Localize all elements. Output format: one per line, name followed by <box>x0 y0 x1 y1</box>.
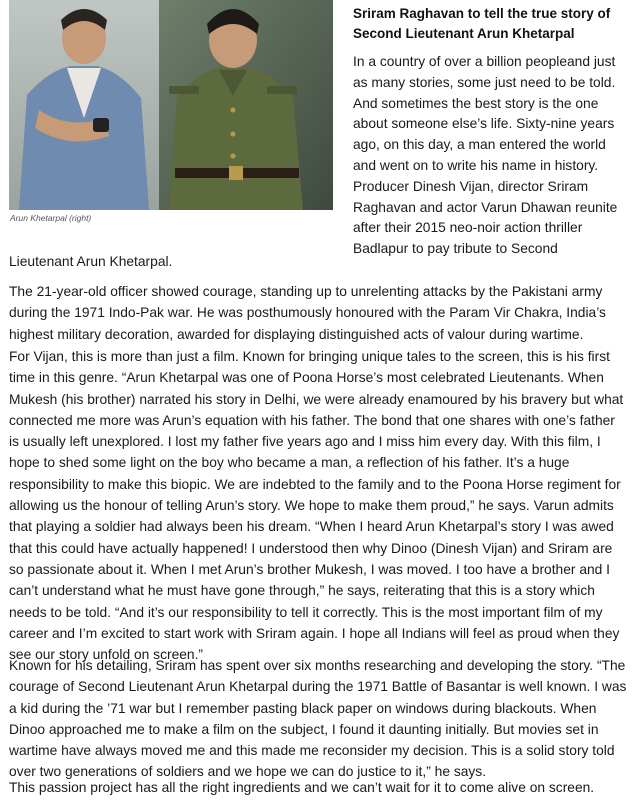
body-paragraph: This passion project has all the right ingredients and we can’t wait for it to come alive on screen. <box>9 780 595 795</box>
article-photo <box>9 0 333 210</box>
photo-caption: Arun Khetarpal (right) <box>10 213 92 223</box>
body-paragraph: The 21-year-old officer showed courage, standing up to unrelenting attacks by the Pakistani army during the 1971 Indo-Pak war. He was posthumously honoured with the Param Vir Chakra, India’s highest military decoration, awarded for displaying distinguished acts of valour during wartime. <box>9 284 606 342</box>
intro-paragraph: In a country of over a billion peopleand just as many stories, some just need to be told. And sometimes the best story is the one about someone else’s life. Sixty-nine years ago, on this day, a man entered the world and went on to write his name in history. Producer Dinesh Vijan, director Sriram Raghavan and actor Varun Dhawan reunite after their 2015 neo-noir action thriller Badlapur to pay tribute to Second <box>353 54 618 257</box>
intro-paragraph-continued: Lieutenant Arun Khetarpal. <box>9 254 173 269</box>
body-paragraph: For Vijan, this is more than just a film. Known for bringing unique tales to the screen, this is his first time in this genre. “Arun Khetarpal was one of Poona Horse’s most celebrated Lieutenants. When Mukesh (his brother) narrated his story in Delhi, we were already enamoured by his bravery but what connected me more was Arun’s equation with his father. The bond that one shares with one’s father is usually left unexplored. I lost my father five years ago and I miss him every day. With this film, I hope to shed some light on the boy who became a man, a reflection of his father. It’s a huge responsibility to make this biopic. We are indebted to the family and to the Poona Horse regiment for allowing us the honour of telling Arun’s story. We hope to make them proud,” he says. Varun admits that playing a soldier had always been his dream. “When I heard Arun Khetarpal’s story I was awed that this could have actually happened! I understood then why Dinoo (Dinesh Vijan) and Sriram are so passionate about it. When I met Arun’s brother Mukesh, I was moved. I too have a brother and I can’t understand what he must have gone through,” he says, reiterating that this is a story which needs to be told. “And it’s our responsibility to tell it correctly. This is the most important film of my career and I’m excited to start work with Sriram again. I hope all Indians will feel as proud when they see our story unfold on screen.” <box>9 349 624 663</box>
article-headline: Sriram Raghavan to tell the true story of Second Lieutenant Arun Khetarpal <box>353 6 611 41</box>
body-paragraph: Known for his detailing, Sriram has spent over six months researching and developing the story. “The courage of Second Lieutenant Arun Khetarpal during the 1971 Battle of Basantar is well known. I was a kid during the ’71 war but I remember pasting black paper on windows during blackouts. When Dinoo approached me to make a film on the subject, I found it daunting initially. But movies set in wartime have always moved me and this made me reconsider my decision. This is a solid story told over two generations of soldiers and we hope we can do justice to it,” he says. <box>9 658 627 780</box>
